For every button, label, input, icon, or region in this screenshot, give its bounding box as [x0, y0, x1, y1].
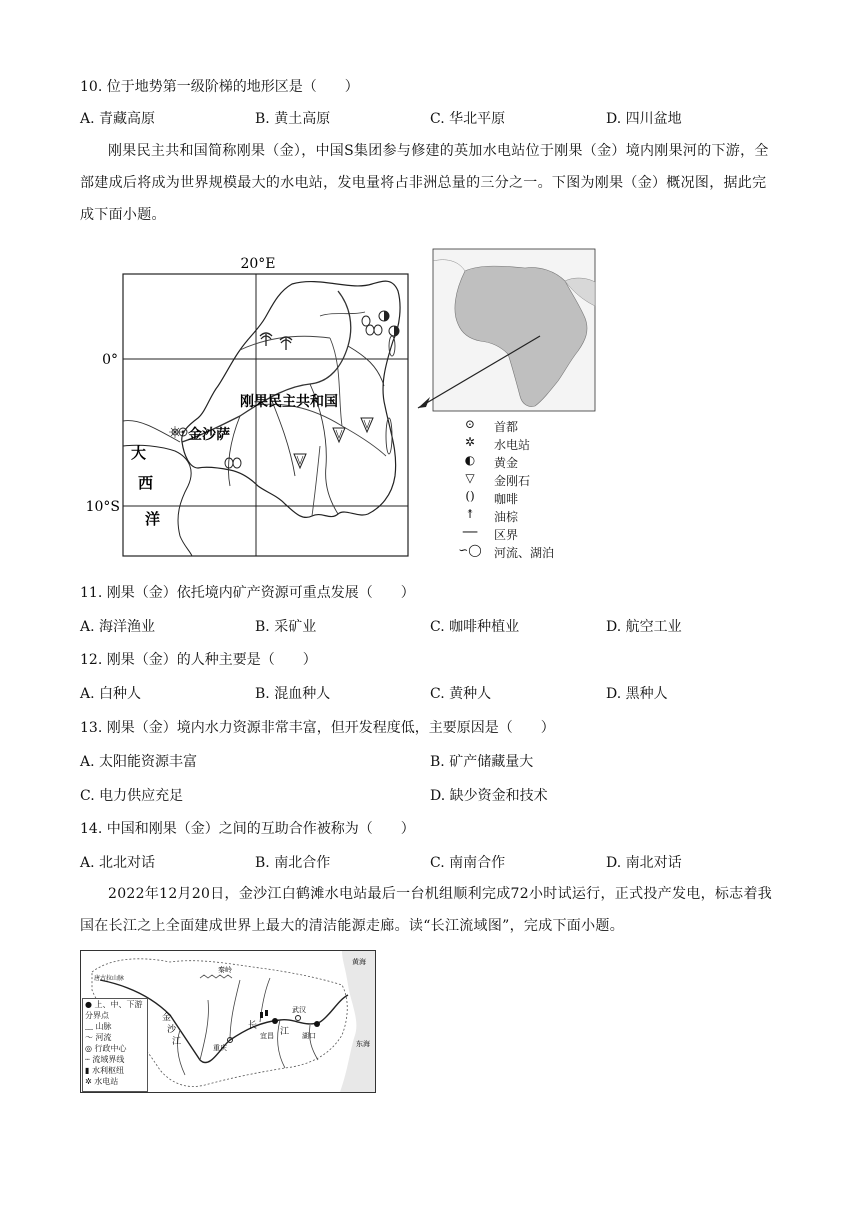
diamond-icon	[294, 418, 373, 468]
label-jiang: 江	[172, 1037, 182, 1047]
label-yichang: 宜昌	[260, 1032, 274, 1040]
label-jin: 金	[162, 1013, 172, 1023]
watershed-icon: ┄	[85, 1055, 90, 1064]
q13-option-d: D. 缺少资金和技术	[430, 788, 548, 804]
lat-label-10s: 10°S	[85, 499, 120, 515]
q10-option-b: B. 黄土高原	[255, 111, 331, 127]
passage-congo: 刚果民主共和国简称刚果（金），中国S集团参与修建的英加水电站位于刚果（金）境内刚果河的下游，全部建成后将成为世界规模最大的水电站，发电量将占非洲总量的三分之一。下图为刚果（金）概况图，据此完成下面小题。	[80, 143, 769, 223]
yangtze-map-legend	[82, 998, 148, 1092]
q11-option-a: A. 海洋渔业	[80, 619, 156, 635]
coffee-icon: ()	[465, 489, 475, 503]
label-donghai: 东海	[356, 1040, 370, 1048]
ocean-char-3: 洋	[145, 510, 161, 528]
water-hub-icon: ▮	[85, 1066, 90, 1075]
congo-map-legend: ⊙ 首都 ✲ 水电站 ◐ 黄金 ▽ 金刚石 () 咖啡 ↟ 油棕 ── 区界 ∽◯ 河流、湖泊	[450, 418, 600, 568]
gold-icon: ◐	[464, 453, 476, 467]
q13-option-b: B. 矿产储藏量大	[430, 754, 534, 770]
legend-mountain: ﹏ 山脉	[85, 1022, 112, 1031]
yangtze-map	[80, 950, 376, 1093]
q12-stem: 12. 刚果（金）的人种主要是（ ）	[80, 652, 317, 668]
q11-option-d: D. 航空工业	[606, 619, 682, 635]
label-chang: 长	[248, 1021, 258, 1031]
legend-watershed: ┄ 流域界线	[85, 1055, 125, 1064]
lat-label-0: 0°	[102, 352, 118, 368]
congo-river	[182, 291, 351, 442]
label-qinling: 秦岭	[218, 966, 232, 974]
q14-option-a: A. 北北对话	[80, 855, 156, 871]
diamond-icon: ▽	[465, 471, 475, 485]
admin-center-icon: ◎	[85, 1044, 92, 1053]
q14-option-b: B. 南北合作	[255, 855, 331, 871]
boundary-icon: ──	[462, 525, 478, 539]
q11-option-b: B. 采矿业	[255, 619, 317, 635]
label-wuhan: 武汉	[292, 1006, 306, 1014]
legend-water-hub: ▮ 水利枢纽	[85, 1066, 124, 1075]
lon-label-20e: 20°E	[240, 256, 276, 272]
division-point-icon	[314, 1021, 320, 1027]
division-point-icon: ●	[85, 1000, 92, 1009]
mountain-icon: ﹏	[85, 1022, 93, 1031]
q10-option-c: C. 华北平原	[430, 111, 506, 127]
label-sha: 沙	[167, 1025, 177, 1035]
legend-admin-center: ◎ 行政中心	[85, 1044, 127, 1053]
q11-stem: 11. 刚果（金）依托境内矿产资源可重点发展（ ）	[80, 585, 415, 601]
legend-division-point: ● 上、中、下游分界点	[85, 1000, 143, 1020]
river-lake-icon: ∽◯	[458, 543, 482, 557]
label-chongqing: 重庆	[213, 1044, 227, 1052]
river-icon: ～	[85, 1033, 93, 1042]
ocean-char-1: 大	[131, 444, 147, 462]
label-huanghai: 黄海	[352, 958, 366, 966]
capital-icon: ⊙	[464, 417, 476, 431]
city-label-kinshasa: 金沙萨	[188, 427, 230, 443]
q13-stem: 13. 刚果（金）境内水力资源非常丰富，但开发程度低，主要原因是（ ）	[80, 720, 555, 736]
hydropower-station-icon: ✲	[85, 1077, 92, 1086]
q12-option-c: C. 黄种人	[430, 686, 492, 702]
q12-option-a: A. 白种人	[80, 686, 142, 702]
ocean-char-2: 西	[138, 474, 154, 492]
coffee-icon	[225, 458, 241, 468]
passage-yangtze: 2022年12月20日，金沙江白鹤滩水电站最后一台机组顺利完成72小时试运行，正式投产发电，标志着我国在长江之上全面建成世界上最大的清洁能源走廊。读“长江流域图”，完成下面小题。	[80, 886, 773, 934]
q12-option-b: B. 混血种人	[255, 686, 331, 702]
q14-option-c: C. 南南合作	[430, 855, 506, 871]
q14-option-d: D. 南北对话	[606, 855, 682, 871]
oil-palm-icon: ↟	[464, 507, 476, 521]
q13-option-c: C. 电力供应充足	[80, 788, 184, 804]
hydropower-icon: ✲	[464, 435, 476, 449]
q13-option-a: A. 太阳能资源丰富	[80, 754, 198, 770]
legend-river: ～ 河流	[85, 1033, 112, 1042]
q10-option-d: D. 四川盆地	[606, 111, 682, 127]
q10-stem: 10. 位于地势第一级阶梯的地形区是（ ）	[80, 79, 359, 95]
label-jiang2: 江	[280, 1027, 290, 1037]
q10-option-a: A. 青藏高原	[80, 111, 156, 127]
division-point-icon	[272, 1018, 278, 1024]
country-label: 刚果民主共和国	[240, 394, 338, 410]
congo-map	[80, 246, 600, 566]
q14-stem: 14. 中国和刚果（金）之间的互助合作被称为（ ）	[80, 821, 415, 837]
q12-option-d: D. 黑种人	[606, 686, 668, 702]
label-hukou: 湖口	[302, 1032, 316, 1040]
coffee-icon	[362, 316, 382, 335]
label-tanggula: 唐古拉山脉	[94, 975, 125, 982]
legend-hydropower-station: ✲ 水电站	[85, 1077, 119, 1086]
q11-option-c: C. 咖啡种植业	[430, 619, 520, 635]
